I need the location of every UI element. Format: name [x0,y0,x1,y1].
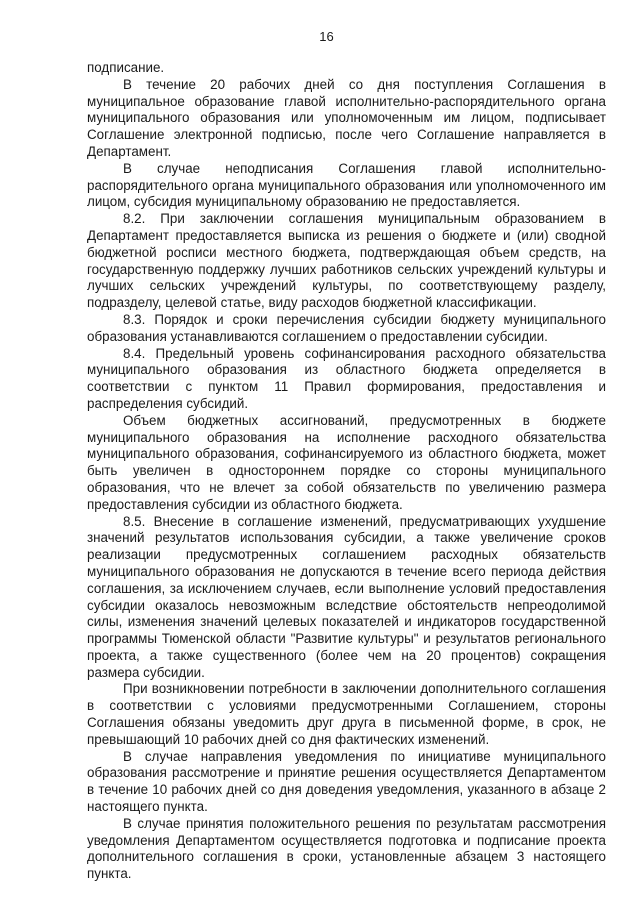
paragraph-additional-agreement: При возникновении потребности в заключении дополнительного соглашения в соответствии с условиями предусмотренными Соглашением, стороны Соглашения обязаны уведомить друг друга в письменной форме, в срок, не превышающий 10 рабочих дней со дня фактических изменений. [87,681,606,747]
paragraph-non-signing: В случае неподписания Соглашения главой исполнительно-распорядительного органа муниципального образования или уполномоченного им лицом, субсидия муниципальному образованию не предоставляется. [87,160,606,210]
paragraph-signing-period: В течение 20 рабочих дней со дня поступления Соглашения в муниципальное образование главой исполнительно-распорядительного органа муниципального образования или уполномоченным им лицом, подписывает Соглашение электронной подписью, после чего Соглашение направляется в Департамент. [87,76,606,159]
paragraph-8-4: 8.4. Предельный уровень софинансирования расходного обязательства муниципального образования из областного бюджета определяется в соответствии с пунктом 11 Правил формирования, предоставления и распределения субсидий. [87,345,606,411]
paragraph-budget-allocations: Объем бюджетных ассигнований, предусмотренных в бюджете муниципального образования на исполнение расходного обязательства муниципального образования, софинансируемого из областного бюджета, может быть увеличен в одностороннем порядке со стороны муниципального образования, что не влечет за собой обязательств по увеличению размера предоставления субсидии из областного бюджета. [87,412,606,512]
paragraph-8-5: 8.5. Внесение в соглашение изменений, предусматривающих ухудшение значений результатов использования субсидии, а также увеличение сроков реализации предусмотренных соглашением расходных обязательств муниципального образования не допускаются в течение всего периода действия соглашения, за исключением случаев, если выполнение условий предоставления субсидии оказалось невозможным вследствие обстоятельств непреодолимой силы, изменения значений целевых показателей и индикаторов государственной программы Тюменской области "Развитие культуры" и результатов регионального проекта, а также существенного (более чем на 20 процентов) сокращения размера субсидии. [87,513,606,680]
paragraph-8-3: 8.3. Порядок и сроки перечисления субсидии бюджету муниципального образования устанавливаются соглашением о предоставлении субсидии. [87,311,606,344]
paragraph-notification: В случае направления уведомления по инициативе муниципального образования рассмотрение и принятие решения осуществляется Департаментом в течение 10 рабочих дней со дня доведения уведомления, указанного в абзаце 2 настоящего пункта. [87,748,606,815]
paragraph-continuation: подписание. [87,60,165,75]
paragraph-8-2: 8.2. При заключении соглашения муниципальным образованием в Департамент предоставляется выписка из решения о бюджете и (или) сводной бюджетной росписи местного бюджета, подтверждающая объем средств, на государственную поддержку лучших работников сельских учреждений культуры и лучших сельских учреждений культуры, по соответствующему разделу, подразделу, целевой статье, виду расходов бюджетной классификации. [87,211,606,311]
paragraph-positive-decision: В случае принятия положительного решения по результатам рассмотрения уведомления Департаментом осуществляется подготовка и подписание проекта дополнительного соглашения в сроки, установленные абзацем 3 настоящего пункта. [87,815,606,882]
page-number: 16 [319,29,334,44]
